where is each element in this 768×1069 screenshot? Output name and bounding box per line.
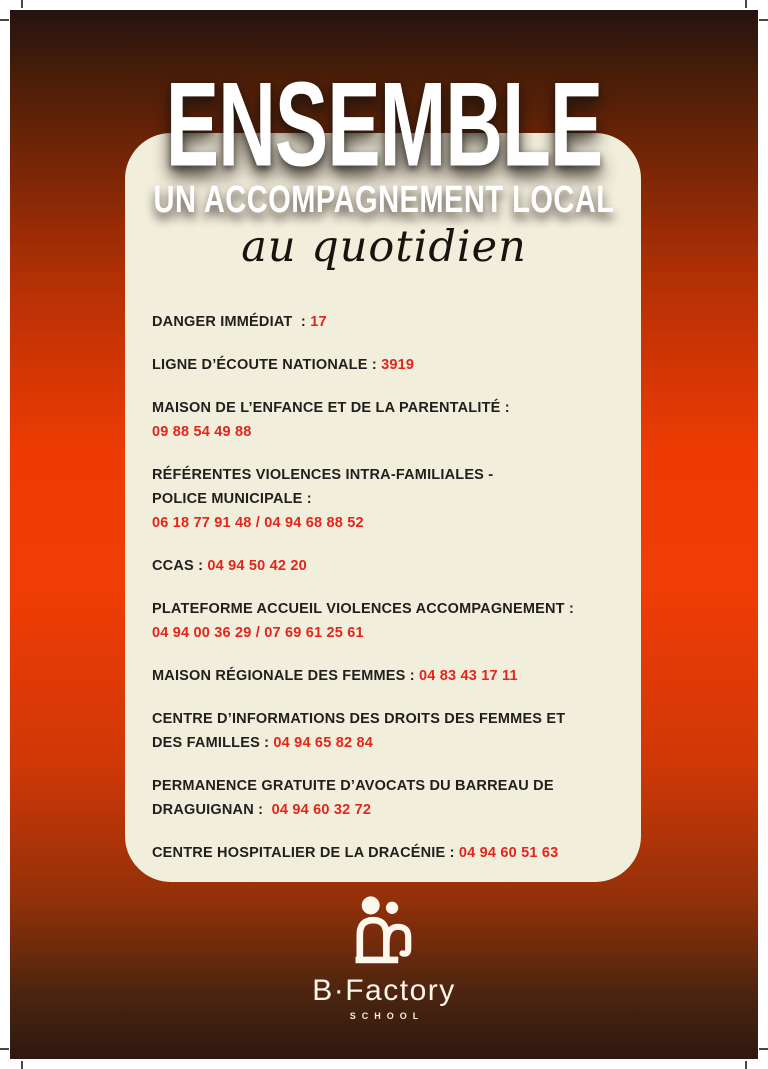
poster-background xyxy=(10,10,758,1059)
contact-entry xyxy=(152,353,622,377)
crop-mark xyxy=(21,1061,23,1069)
phone-number: 04 83 43 17 11 xyxy=(419,668,518,684)
contact-label: MAISON RÉGIONALE DES FEMMES : xyxy=(152,668,420,684)
phone-number: 3919 xyxy=(381,357,415,373)
contact-entry xyxy=(152,597,622,645)
contact-label: DES FAMILLES : xyxy=(152,735,274,751)
brand-name: B·Factory xyxy=(312,974,456,1007)
crop-mark xyxy=(759,19,768,21)
contact-entry xyxy=(152,554,622,578)
contact-entry xyxy=(152,310,622,334)
poster-subtitle: UN ACCOMPAGNEMENT LOCAL xyxy=(153,178,615,221)
contact-entry xyxy=(152,664,622,688)
contact-label: PERMANENCE GRATUITE D’AVOCATS DU BARREAU DE xyxy=(152,778,554,794)
contact-label: CCAS : xyxy=(152,558,208,574)
phone-number: 04 94 60 51 63 xyxy=(458,845,559,861)
phone-number: 04 94 60 32 72 xyxy=(271,802,372,818)
phone-number: 06 18 77 91 48 / 04 94 68 88 52 xyxy=(152,515,364,531)
contact-entry xyxy=(152,707,622,755)
crop-mark xyxy=(745,1061,747,1069)
crop-mark xyxy=(759,1048,768,1050)
contact-label: MAISON DE L’ENFANCE ET DE LA PARENTALITÉ : xyxy=(152,400,510,416)
poster-title: ENSEMBLE xyxy=(165,57,603,191)
contact-entry xyxy=(152,774,622,822)
phone-number: 04 94 00 36 29 / 07 69 61 25 61 xyxy=(152,625,364,641)
contact-label: PLATEFORME ACCUEIL VIOLENCES ACCOMPAGNEMENT : xyxy=(152,601,574,617)
contact-label: CENTRE HOSPITALIER DE LA DRACÉNIE : xyxy=(152,845,459,861)
contact-entry xyxy=(152,463,622,535)
contacts-list xyxy=(152,310,622,884)
footer-logo-block xyxy=(10,895,758,1021)
brand-subtitle: SCHOOL xyxy=(349,1011,425,1021)
contact-entry xyxy=(152,396,622,444)
contact-label: DRAGUIGNAN : xyxy=(152,802,272,818)
contact-label: LIGNE D’ÉCOUTE NATIONALE : xyxy=(152,357,382,373)
phone-number: 09 88 54 49 88 xyxy=(152,424,252,440)
phone-number: 17 xyxy=(310,314,327,330)
phone-number: 04 94 65 82 84 xyxy=(273,735,373,751)
contact-label: POLICE MUNICIPALE : xyxy=(152,491,312,507)
crop-mark xyxy=(21,0,23,8)
contact-label: RÉFÉRENTES VIOLENCES INTRA-FAMILIALES - xyxy=(152,467,494,483)
contact-label: CENTRE D’INFORMATIONS DES DROITS DES FEMMES ET xyxy=(152,711,566,727)
contact-label: DANGER IMMÉDIAT : xyxy=(152,314,311,330)
poster-tagline: au quotidien xyxy=(241,222,527,272)
crop-mark xyxy=(0,1048,9,1050)
contact-entry xyxy=(152,841,622,865)
two-people-icon xyxy=(346,895,422,969)
phone-number: 04 94 50 42 20 xyxy=(207,558,307,574)
crop-mark xyxy=(745,0,747,8)
crop-mark xyxy=(0,19,9,21)
